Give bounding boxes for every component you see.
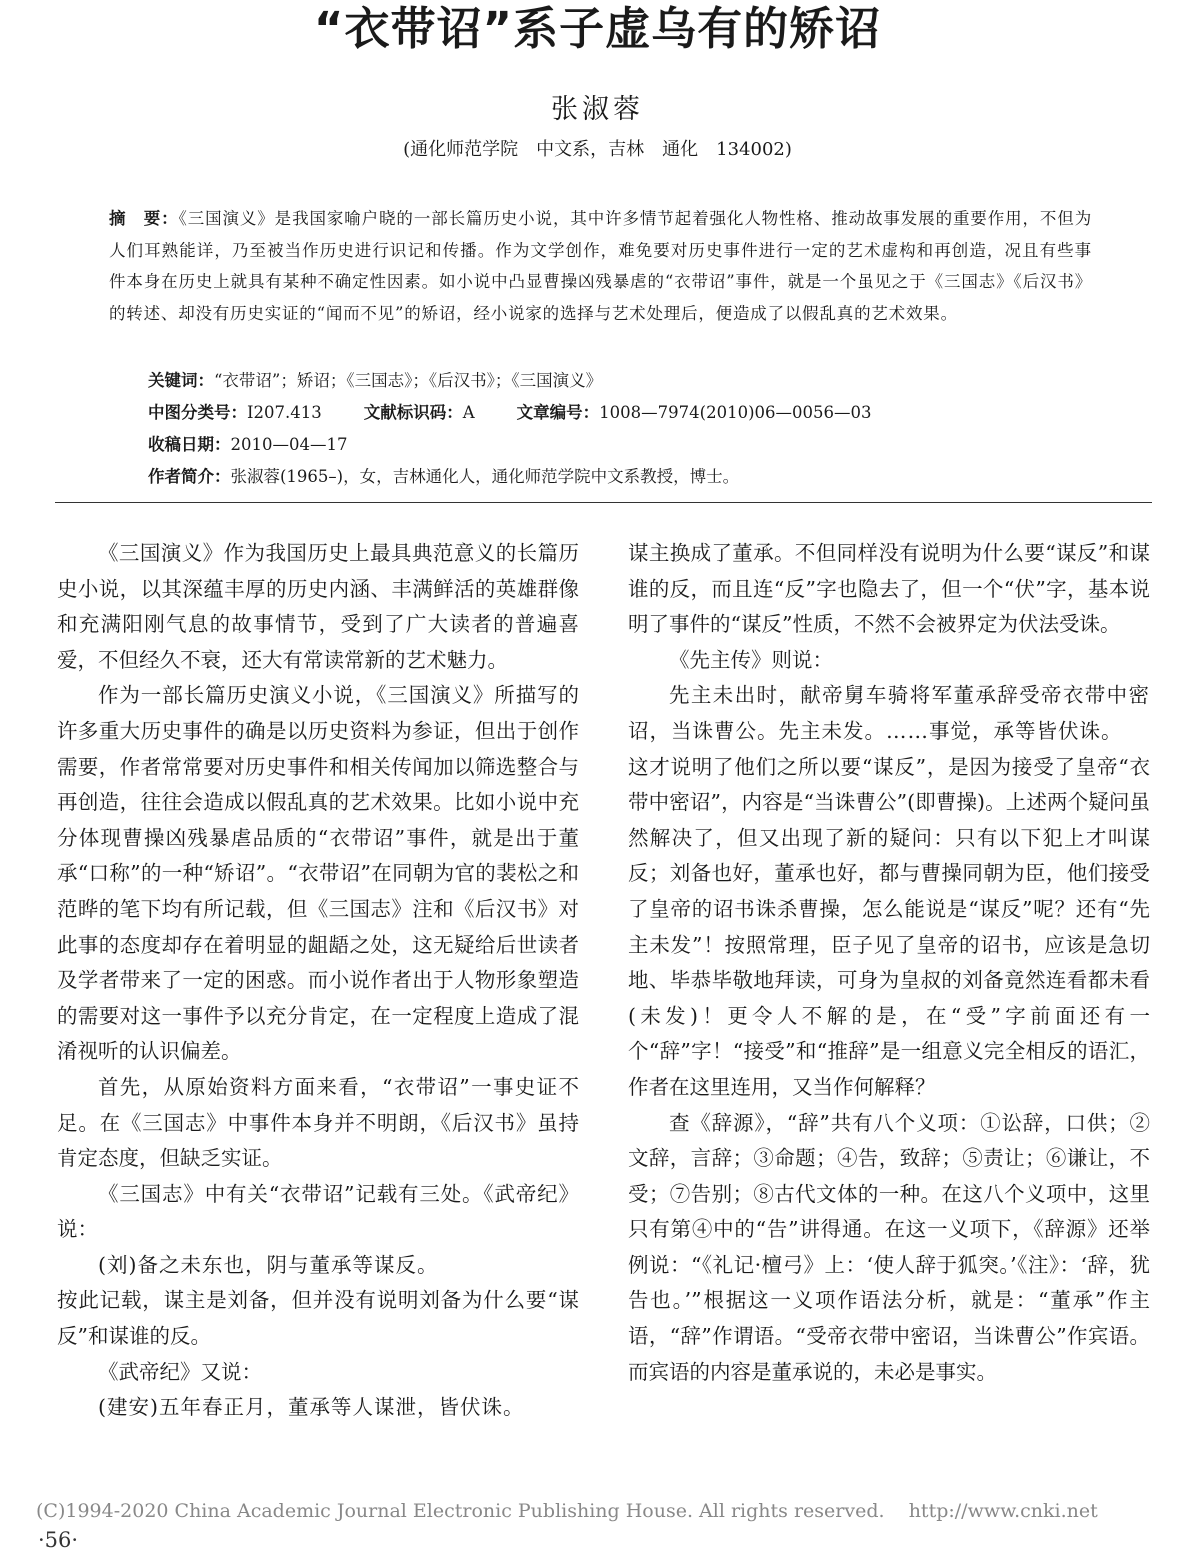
- article-number-value: 1008—7974(2010)06—0056—03: [599, 403, 872, 422]
- keywords-label: 关键词：: [148, 371, 214, 390]
- keywords-value: “衣带诏”；矫诏；《三国志》；《后汉书》；《三国演义》: [214, 371, 603, 390]
- classification-row: [148, 397, 1108, 429]
- clc-label: 中图分类号：: [148, 403, 247, 422]
- paragraph: 《三国演义》作为我国历史上最具典范意义的长篇历史小说，以其深蕴丰厚的历史内涵、丰满鲜活的英雄群像和充满阳刚气息的故事情节，受到了广大读者的普遍喜爱，不但经久不衰，还大有常读常新的艺术魅力。: [57, 541, 579, 672]
- paragraph: 《三国志》中有关“衣带诏”记载有三处。《武帝纪》说：: [57, 1181, 579, 1242]
- doc-code-label: 文献标识码：: [363, 403, 463, 422]
- block-quote: (建安)五年春正月，董承等人谋泄，皆伏诛。: [98, 1395, 525, 1420]
- paragraph: 查《辞源》，“辞”共有八个义项：①讼辞，口供；②文辞，言辞；③命题；④告，致辞；⑤责让；⑥谦让，不受；⑦告别；⑧古代文体的一种。在这八个义项中，这里只有第④中的“告”讲得通。在这一义项下，《辞源》还举例说：“《礼记·檀弓》上：‘使人辞于狐突。’《注》：‘辞，犹告也。’”根据这一义项作语法分析，就是：“董承”作主语，“辞”作谓语。“受帝衣带中密诏，当诛曹公”作宾语。而宾语的内容是董承说的，未必是事实。: [628, 1110, 1150, 1384]
- author-name: 张淑蓉: [551, 94, 644, 125]
- author-bio-label: 作者简介：: [148, 467, 231, 486]
- abstract-text: 《三国演义》是我国家喻户晓的一部长篇历史小说，其中许多情节起着强化人物性格、推动故事发展的重要作用，不但为人们耳熟能详，乃至被当作历史进行识记和传播。作为文学创作，难免要对历史事件进行一定的艺术虚构和再创造，况且有些事件本身在历史上就具有某种不确定性因素。如小说中凸显曹操凶残暴虐的“衣带诏”事件，就是一个虽见之于《三国志》《后汉书》的转述、却没有历史实证的“闻而不见”的矫诏，经小说家的选择与艺术处理后，便造成了以假乱真的艺术效果。: [109, 209, 1093, 323]
- article-number-label: 文章编号：: [516, 403, 600, 422]
- paragraph: 首先，从原始资料方面来看，“衣带诏”一事史证不足。在《三国志》中事件本身并不明朗，《后汉书》虽持肯定态度，但缺乏实证。: [57, 1074, 579, 1171]
- header-divider: [55, 502, 1152, 503]
- author-bio-value: 张淑蓉(1965–)，女，吉林通化人，通化师范学院中文系教授，博士。: [230, 467, 740, 486]
- paragraph: 《先主传》则说：: [669, 647, 833, 672]
- page-number: ·56·: [38, 1528, 79, 1552]
- article-title: “衣带诏”系子虚乌有的矫诏: [313, 2, 882, 55]
- received-row: [148, 429, 1108, 461]
- paragraph: 作为一部长篇历史演义小说，《三国演义》所描写的许多重大历史事件的确是以历史资料为参证，但出于创作需要，作者常常要对历史事件和相关传闻加以筛选整合与再创造，往往会造成以假乱真的艺术效果。比如小说中充分体现曹操凶残暴虐品质的“衣带诏”事件，就是出于董承“口称”的一种“矫诏”。“衣带诏”在同朝为官的裴松之和范晔的笔下均有所记载，但《三国志》注和《后汉书》对此事的态度却存在着明显的龃龉之处，这无疑给后世读者及学者带来了一定的困惑。而小说作者出于人物形象塑造的需要对这一事件予以充分肯定，在一定程度上造成了混淆视听的认识偏差。: [57, 683, 579, 1064]
- received-label: 收稿日期：: [148, 435, 231, 454]
- copyright-footer: (C)1994-2020 China Academic Journal Electronic Publishing House. All rights reserved. http://www.cnki.net: [36, 1500, 1098, 1522]
- paragraph: 《武帝纪》又说：: [98, 1359, 262, 1384]
- author-bio-row: [148, 461, 1108, 493]
- article-metadata: [148, 365, 1108, 493]
- abstract: [109, 203, 1092, 329]
- doc-code-value: A: [462, 403, 475, 422]
- body-column-right: [628, 536, 1150, 1390]
- abstract-label: 摘 要：: [109, 209, 179, 228]
- received-value: 2010—04—17: [230, 435, 348, 454]
- clc-value: I207.413: [247, 403, 322, 422]
- keywords-row: [148, 365, 1108, 397]
- paragraph: 谋主换成了董承。不但同样没有说明为什么要“谋反”和谋谁的反，而且连“反”字也隐去了，但一个“伏”字，基本说明了事件的“谋反”性质，不然不会被界定为伏法受诛。: [628, 541, 1150, 637]
- body-column-left: [57, 536, 579, 1426]
- paragraph: 按此记载，谋主是刘备，但并没有说明刘备为什么要“谋反”和谋谁的反。: [57, 1288, 579, 1349]
- author-affiliation: (通化师范学院 中文系，吉林 通化 134002): [403, 139, 792, 160]
- block-quote: (刘)备之未东也，阴与董承等谋反。: [98, 1252, 439, 1277]
- paragraph: 这才说明了他们之所以要“谋反”，是因为接受了皇帝“衣带中密诏”，内容是“当诛曹公”(即曹操)。上述两个疑问虽然解决了，但又出现了新的疑问：只有以下犯上才叫谋反；刘备也好，董承也好，都与曹操同朝为臣，他们接受了皇帝的诏书诛杀曹操，怎么能说是“谋反”呢？还有“先主未发”！按照常理，臣子见了皇帝的诏书，应该是急切地、毕恭毕敬地拜读，可身为皇叔的刘备竟然连看都未看(未发)！更令人不解的是，在“受”字前面还有一个“辞”字！“接受”和“推辞”是一组意义完全相反的语汇，作者在这里连用，又当作何解释？: [628, 754, 1150, 1099]
- block-quote: 先主未出时，献帝舅车骑将军董承辞受帝衣带中密诏，当诛曹公。先主未发。……事觉，承等皆伏诛。: [628, 683, 1150, 743]
